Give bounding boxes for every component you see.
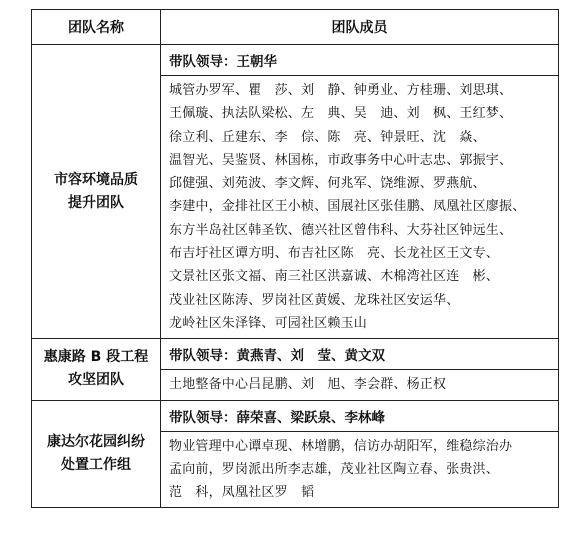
- member-line: 物业管理中心谭卓现、林增鹏，信访办胡阳军，维稳综治办: [169, 438, 513, 454]
- team-name-1: [32, 45, 161, 339]
- team-2-members: [161, 370, 559, 400]
- member-line: 龙岭社区朱泽锋、可园社区赖玉山: [169, 315, 368, 331]
- team-row-3-leader: [32, 400, 559, 431]
- member-line: 土地整备中心吕昆鹏、刘 旭、李会群、杨正权: [169, 377, 447, 393]
- member-line: 文景社区张文福、南三社区洪嘉诚、木棉湾社区连 彬、: [169, 269, 500, 285]
- member-line: 孟向前，罗岗派出所李志雄，茂业社区陶立春、张贵洪、: [169, 461, 500, 477]
- header-team-members: 团队成员: [161, 10, 559, 45]
- member-line: 温智光、吴鉴贤、林国栋，市政事务中心叶志忠、郭振宇、: [169, 152, 513, 168]
- team-1-members: [161, 76, 559, 339]
- team-name-3-line-2: 处置工作组: [61, 457, 131, 473]
- team-name-2-line-2: 攻坚团队: [68, 372, 124, 389]
- member-line: 布吉圩社区谭方明、布吉社区陈 亮、长龙社区王文专、: [169, 246, 500, 262]
- member-line: 李建中，金排社区王小桢、国展社区张佳鹏、凤凰社区廖振、: [169, 199, 526, 215]
- team-name-3: [32, 400, 161, 508]
- team-3-members: [161, 431, 559, 508]
- team-3-leader: 带队领导：薛荣喜、梁跃泉、李林峰: [161, 400, 559, 431]
- member-line: 王佩璇、执法队梁松、左 典、吴 迪、刘 枫、王红梦、: [169, 106, 513, 122]
- member-line: 徐立利、丘建东、李 倧、陈 亮、钟景旺、沈 焱、: [169, 129, 486, 145]
- team-2-leader: 带队领导：黄燕青、刘 莹、黄文双: [161, 339, 559, 370]
- team-name-3-line-1: 康达尔花园纠纷: [47, 434, 145, 450]
- team-row-1-leader: [32, 45, 559, 76]
- member-line: 东方半岛社区韩圣钦、德兴社区曾伟科、大芬社区钟远生、: [169, 222, 513, 238]
- team-row-2-leader: [32, 339, 559, 370]
- header-row: [32, 10, 559, 45]
- team-name-1-line-1: 市容环境品质: [54, 171, 138, 188]
- team-name-2: [32, 339, 161, 400]
- team-table: [31, 9, 559, 508]
- team-1-leader: 带队领导：王朝华: [161, 45, 559, 76]
- member-line: 邱健强、刘苑波、李文辉、何兆军、饶维源、罗燕航、: [169, 176, 486, 192]
- member-line: 茂业社区陈涛、罗岗社区黄媛、龙珠社区安运华、: [169, 292, 460, 308]
- header-team-name: 团队名称: [32, 10, 161, 45]
- team-name-1-line-2: 提升团队: [68, 194, 124, 211]
- member-line: 范 科，凤凰社区罗 韬: [169, 485, 315, 501]
- team-name-2-line-1: 惠康路 B 段工程: [43, 349, 149, 366]
- member-line: 城管办罗军、瞿 莎、刘 静、钟勇业、方桂珊、刘思琪、: [169, 83, 513, 98]
